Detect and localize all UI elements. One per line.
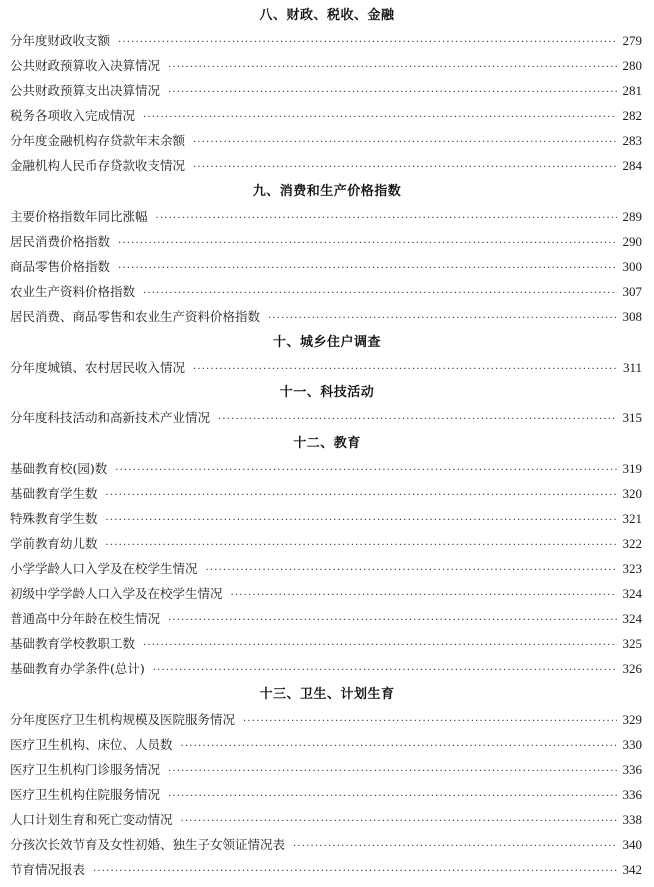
dot-leader: [118, 34, 616, 52]
dot-leader: [218, 411, 616, 429]
page-number: 323: [622, 561, 642, 576]
page-number: 283: [622, 133, 642, 148]
section-heading: 十一、科技活动: [279, 385, 375, 400]
toc-entry[interactable]: [10, 610, 642, 628]
toc-entry[interactable]: [10, 786, 642, 804]
entry-title: 特殊教育学生数: [10, 511, 98, 526]
dot-leader: [181, 813, 617, 831]
toc-entry[interactable]: [10, 409, 642, 427]
page-number: 324: [622, 586, 642, 601]
entry-title: 居民消费价格指数: [10, 234, 111, 249]
toc-entry[interactable]: [10, 711, 642, 729]
page-number: 338: [622, 812, 642, 827]
toc-entry[interactable]: [10, 836, 642, 854]
dot-leader: [115, 462, 616, 480]
entry-title: 节育情况报表: [10, 862, 86, 877]
toc-entry[interactable]: [10, 283, 642, 301]
toc-entry[interactable]: [10, 761, 642, 779]
section-heading: 九、消费和生产价格指数: [252, 184, 402, 199]
page-number: 315: [622, 410, 642, 425]
entry-title: 基础教育学生数: [10, 486, 98, 501]
entry-title: 主要价格指数年同比涨幅: [10, 209, 148, 224]
entry-title: 基础教育办学条件(总计): [10, 661, 145, 676]
dot-leader: [293, 838, 616, 856]
toc-entry[interactable]: [10, 359, 642, 377]
dot-leader: [143, 109, 616, 127]
page-number: 321: [622, 511, 642, 526]
toc-entry[interactable]: [10, 208, 642, 226]
page-number: 319: [622, 461, 642, 476]
page-number: 282: [622, 108, 642, 123]
page-number: 311: [622, 360, 642, 375]
page-number: 325: [622, 636, 642, 651]
dot-leader: [118, 260, 616, 278]
page-number: 300: [622, 259, 642, 274]
page-number: 336: [622, 762, 642, 777]
entry-title: 分年度金融机构存贷款年末余额: [10, 133, 186, 148]
dot-leader: [193, 159, 616, 177]
dot-leader: [193, 134, 616, 152]
dot-leader: [268, 310, 616, 328]
entry-title: 小学学龄人口入学及在校学生情况: [10, 561, 198, 576]
toc-entry[interactable]: [10, 132, 642, 150]
page-number: 330: [622, 737, 642, 752]
toc-entry[interactable]: [10, 157, 642, 175]
toc-entry[interactable]: [10, 510, 642, 528]
page-number: 340: [622, 837, 642, 852]
entry-title: 医疗卫生机构门诊服务情况: [10, 762, 161, 777]
entry-title: 分年度医疗卫生机构规模及医院服务情况: [10, 712, 236, 727]
entry-title: 医疗卫生机构、床位、人员数: [10, 737, 173, 752]
dot-leader: [106, 537, 617, 555]
dot-leader: [231, 587, 617, 605]
dot-leader: [143, 637, 616, 655]
entry-title: 金融机构人民币存贷款收支情况: [10, 158, 186, 173]
toc-entry[interactable]: [10, 635, 642, 653]
toc-entry[interactable]: [10, 560, 642, 578]
entry-title: 分孩次长效节育及女性初婚、独生子女领证情况表: [10, 837, 286, 852]
dot-leader: [193, 361, 617, 379]
dot-leader: [156, 210, 617, 228]
toc-entry[interactable]: [10, 585, 642, 603]
toc-entry[interactable]: [10, 308, 642, 326]
toc-entry[interactable]: [10, 233, 642, 251]
entry-title: 普通高中分年龄在校生情况: [10, 611, 161, 626]
toc-entry[interactable]: [10, 485, 642, 503]
dot-leader: [168, 84, 616, 102]
entry-title: 基础教育校(园)数: [10, 461, 108, 476]
dot-leader: [168, 612, 616, 630]
page-number: 320: [622, 486, 642, 501]
dot-leader: [118, 235, 616, 253]
page-number: 336: [622, 787, 642, 802]
entry-title: 税务各项收入完成情况: [10, 108, 136, 123]
dot-leader: [168, 788, 616, 806]
page-number: 326: [622, 661, 642, 676]
dot-leader: [93, 863, 616, 881]
toc-entry[interactable]: [10, 107, 642, 125]
toc-entry[interactable]: [10, 460, 642, 478]
dot-leader: [168, 59, 616, 77]
dot-leader: [206, 562, 617, 580]
entry-title: 学前教育幼儿数: [10, 536, 98, 551]
entry-title: 公共财政预算支出决算情况: [10, 83, 161, 98]
toc-entry[interactable]: [10, 811, 642, 829]
page-number: 342: [622, 862, 642, 877]
dot-leader: [143, 285, 616, 303]
toc-entry[interactable]: [10, 535, 642, 553]
dot-leader: [168, 763, 616, 781]
entry-title: 分年度城镇、农村居民收入情况: [10, 360, 186, 375]
dot-leader: [153, 662, 617, 680]
dot-leader: [106, 487, 617, 505]
toc-entry[interactable]: [10, 57, 642, 75]
dot-leader: [243, 713, 616, 731]
entry-title: 公共财政预算收入决算情况: [10, 58, 161, 73]
toc-entry[interactable]: [10, 660, 642, 678]
toc-entry[interactable]: [10, 861, 642, 879]
page-number: 307: [622, 284, 642, 299]
page-number: 322: [622, 536, 642, 551]
page-number: 324: [622, 611, 642, 626]
entry-title: 分年度科技活动和高新技术产业情况: [10, 410, 211, 425]
page-number: 279: [622, 33, 642, 48]
entry-title: 分年度财政收支额: [10, 33, 111, 48]
page-number: 290: [622, 234, 642, 249]
page-number: 280: [622, 58, 642, 73]
entry-title: 人口计划生育和死亡变动情况: [10, 812, 173, 827]
section-heading: 十二、教育: [293, 436, 361, 451]
page-number: 281: [622, 83, 642, 98]
entry-title: 农业生产资料价格指数: [10, 284, 136, 299]
section-heading: 十、城乡住户调查: [272, 335, 381, 350]
page-number: 289: [622, 209, 642, 224]
entry-title: 居民消费、商品零售和农业生产资料价格指数: [10, 309, 261, 324]
page-number: 308: [622, 309, 642, 324]
toc-entry[interactable]: [10, 258, 642, 276]
toc-entry[interactable]: [10, 82, 642, 100]
section-heading: 八、财政、税收、金融: [259, 8, 395, 23]
dot-leader: [181, 738, 617, 756]
page-number: 329: [622, 712, 642, 727]
entry-title: 商品零售价格指数: [10, 259, 111, 274]
dot-leader: [106, 512, 617, 530]
entry-title: 初级中学学龄人口入学及在校学生情况: [10, 586, 223, 601]
section-heading: 十三、卫生、计划生育: [259, 687, 395, 702]
entry-title: 基础教育学校教职工数: [10, 636, 136, 651]
toc-entry[interactable]: [10, 736, 642, 754]
page-number: 284: [622, 158, 642, 173]
toc-entry[interactable]: [10, 32, 642, 50]
entry-title: 医疗卫生机构住院服务情况: [10, 787, 161, 802]
